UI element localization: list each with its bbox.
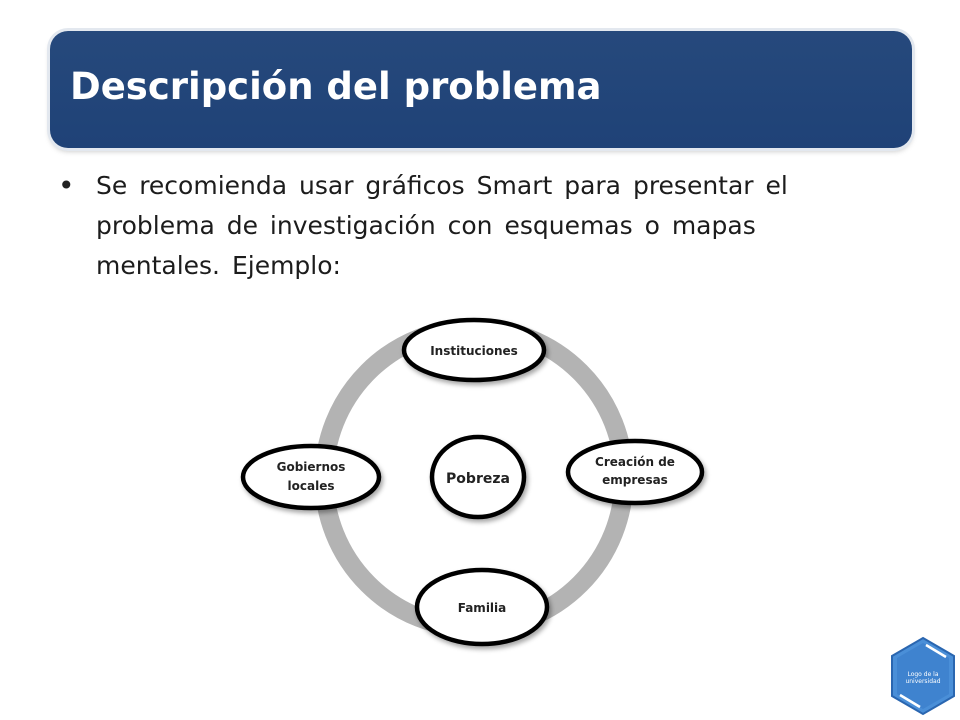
node-creacion-empresas	[568, 441, 702, 503]
node-creacion-label-line1: Creación de	[595, 455, 675, 469]
center-node	[432, 437, 524, 517]
node-gobiernos-label-line1: Gobiernos	[276, 460, 346, 474]
logo-text-line2: universidad	[905, 678, 941, 685]
logo-text-line1: Logo de la	[907, 671, 939, 678]
node-gobiernos-locales	[243, 446, 379, 508]
slide-title: Descripción del problema	[70, 65, 602, 108]
bullet-text: Se recomienda usar gráficos Smart para presentar el problema de investigación con esquemas o mapas mentales. Ejemplo:	[96, 171, 788, 280]
node-familia-label: Familia	[457, 601, 507, 615]
university-logo-icon	[888, 636, 958, 716]
center-node-label: Pobreza	[446, 471, 510, 487]
node-instituciones-label: Instituciones	[430, 344, 518, 358]
node-creacion-label-line2: empresas	[602, 473, 668, 487]
node-instituciones	[404, 320, 544, 380]
bullet-icon: •	[58, 169, 75, 202]
node-familia	[417, 570, 547, 644]
node-gobiernos-label-line2: locales	[287, 479, 335, 493]
